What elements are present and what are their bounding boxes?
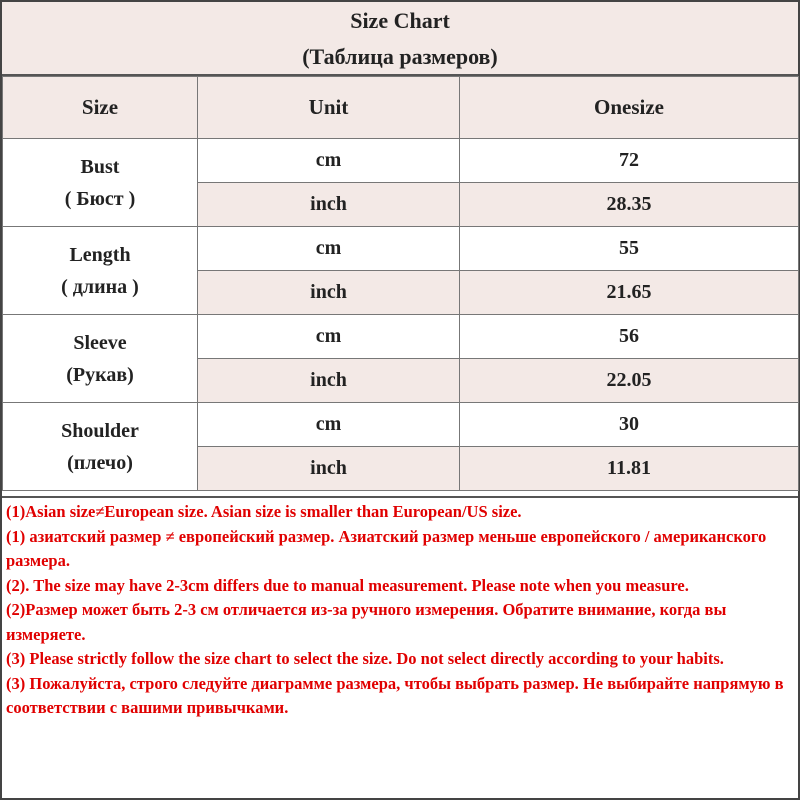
size-name-en: Bust: [80, 155, 120, 178]
table-header-row: [3, 77, 799, 139]
chart-title-block: [2, 2, 798, 76]
size-table: [2, 76, 799, 491]
unit-cell: cm: [198, 315, 460, 359]
unit-cell: cm: [198, 227, 460, 271]
header-size: Size: [3, 77, 198, 139]
unit-cell: inch: [198, 359, 460, 403]
header-unit: Unit: [198, 77, 460, 139]
note-line: (3) Пожалуйста, строго следуйте диаграмме размера, чтобы выбрать размер. Не выбирайте напрямую в соответствии с вашими привычками.: [6, 673, 784, 717]
value-cell: 56: [460, 315, 799, 359]
note-line: (1)Asian size≠European size. Asian size is smaller than European/US size.: [6, 502, 522, 521]
notes-section: [2, 496, 798, 721]
note-line: (2). The size may have 2-3cm differs due to manual measurement. Please note when you measure.: [6, 575, 689, 595]
chart-title: Size Chart: [350, 8, 450, 33]
value-cell: 11.81: [460, 447, 799, 491]
table-row: [3, 315, 799, 359]
size-name-ru: (Рукав): [66, 363, 134, 386]
size-name-ru: ( Бюст ): [64, 187, 136, 210]
table-row: [3, 227, 799, 271]
size-name-en: Sleeve: [73, 331, 127, 354]
size-name-ru: ( длина ): [61, 275, 139, 298]
size-name-en: Shoulder: [61, 419, 139, 442]
note-line: (3) Please strictly follow the size chart to select the size. Do not select directly according to your habits.: [6, 649, 724, 668]
size-name-en: Length: [69, 243, 131, 266]
size-name-bust: [3, 139, 198, 227]
header-onesize: Onesize: [460, 77, 799, 139]
unit-cell: cm: [198, 139, 460, 183]
table-row: [3, 139, 799, 183]
size-name-sleeve: [3, 315, 198, 403]
size-name-ru: (плечо): [67, 451, 133, 474]
unit-cell: inch: [198, 271, 460, 315]
note-line: (2)Размер может быть 2-3 см отличается из-за ручного измерения. Обратите внимание, когда вы измеряете.: [6, 600, 727, 644]
size-name-length: [3, 227, 198, 315]
unit-cell: inch: [198, 447, 460, 491]
value-cell: 72: [460, 139, 799, 183]
unit-cell: inch: [198, 183, 460, 227]
value-cell: 28.35: [460, 183, 799, 227]
value-cell: 55: [460, 227, 799, 271]
table-row: [3, 403, 799, 447]
value-cell: 21.65: [460, 271, 799, 315]
size-name-shoulder: [3, 403, 198, 491]
unit-cell: cm: [198, 403, 460, 447]
note-line: (1) азиатский размер ≠ европейский размер. Азиатский размер меньше европейского / американского размера.: [6, 526, 767, 570]
chart-subtitle: (Таблица размеров): [302, 44, 498, 69]
value-cell: 22.05: [460, 359, 799, 403]
value-cell: 30: [460, 403, 799, 447]
